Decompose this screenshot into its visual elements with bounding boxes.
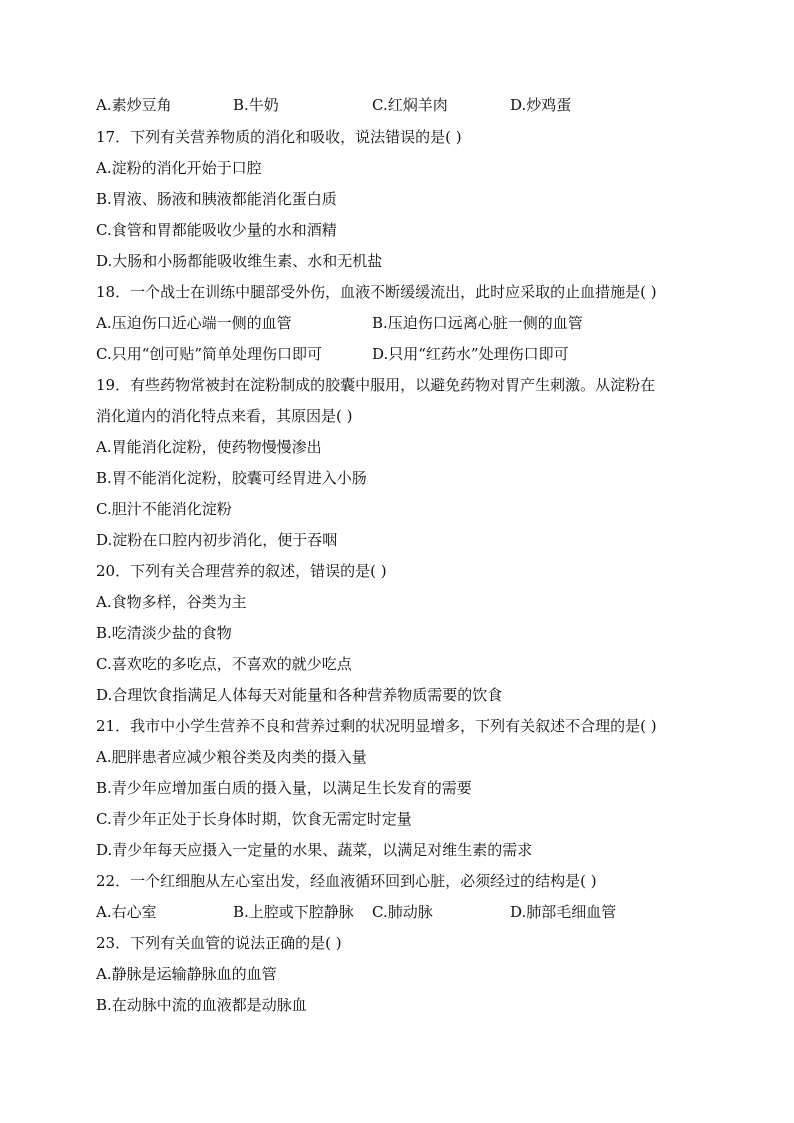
q23-option-b: B.在动脉中流的血液都是动脉血 xyxy=(96,996,307,1014)
q20-option-d: D.合理饮食指满足人体每天对能量和各种营养物质需要的饮食 xyxy=(96,686,503,704)
q19-option-c: C.胆汁不能消化淀粉 xyxy=(96,500,232,518)
q19-stem-line1: 19．有些药物常被封在淀粉制成的胶囊中服用，以避免药物对胃产生刺激。从淀粉在 xyxy=(96,376,656,394)
q22-option-d: D.肺部毛细血管 xyxy=(510,903,617,921)
q18-stem: 18．一个战士在训练中腿部受外伤，血液不断缓缓流出，此时应采取的止血措施是( ) xyxy=(96,283,657,301)
q23-stem: 23．下列有关血管的说法正确的是( ) xyxy=(96,934,342,952)
q18-option-d: D.只用“红药水”处理伤口即可 xyxy=(372,345,569,363)
q16-option-b: B.牛奶 xyxy=(233,96,279,114)
q16-option-a: A.素炒豆角 xyxy=(96,96,172,114)
q18-option-a: A.压迫伤口近心端一侧的血管 xyxy=(96,314,292,332)
q17-option-a: A.淀粉的消化开始于口腔 xyxy=(96,159,262,177)
q17-option-d: D.大肠和小肠都能吸收维生素、水和无机盐 xyxy=(96,252,383,270)
q21-stem: 21．我市中小学生营养不良和营养过剩的状况明显增多，下列有关叙述不合理的是( ) xyxy=(96,717,657,735)
q21-option-a: A.肥胖患者应减少粮谷类及肉类的摄入量 xyxy=(96,748,367,766)
q19-option-b: B.胃不能消化淀粉，胶囊可经胃进入小肠 xyxy=(96,469,367,487)
q17-option-c: C.食管和胃都能吸收少量的水和酒精 xyxy=(96,221,337,239)
q22-option-c: C.肺动脉 xyxy=(372,903,433,921)
q17-option-b: B.胃液、肠液和胰液都能消化蛋白质 xyxy=(96,190,337,208)
q19-stem-line2: 消化道内的消化特点来看，其原因是( ) xyxy=(96,407,353,425)
q21-option-d: D.青少年每天应摄入一定量的水果、蔬菜，以满足对维生素的需求 xyxy=(96,841,533,859)
q20-option-a: A.食物多样，谷类为主 xyxy=(96,593,247,611)
q22-stem: 22．一个红细胞从左心室出发，经血液循环回到心脏，必须经过的结构是( ) xyxy=(96,872,597,890)
q21-option-b: B.青少年应增加蛋白质的摄入量，以满足生长发育的需要 xyxy=(96,779,472,797)
q18-option-b: B.压迫伤口远离心脏一侧的血管 xyxy=(372,314,583,332)
q16-option-d: D.炒鸡蛋 xyxy=(510,96,572,114)
q23-option-a: A.静脉是运输静脉血的血管 xyxy=(96,965,277,983)
q17-stem: 17．下列有关营养物质的消化和吸收，说法错误的是( ) xyxy=(96,128,462,146)
q22-option-a: A.右心室 xyxy=(96,903,157,921)
q19-option-a: A.胃能消化淀粉，使药物慢慢渗出 xyxy=(96,438,322,456)
q20-option-b: B.吃清淡少盐的食物 xyxy=(96,624,232,642)
q16-option-c: C.红焖羊肉 xyxy=(372,96,448,114)
q20-option-c: C.喜欢吃的多吃点，不喜欢的就少吃点 xyxy=(96,655,352,673)
q19-option-d: D.淀粉在口腔内初步消化，便于吞咽 xyxy=(96,531,338,549)
q21-option-c: C.青少年正处于长身体时期，饮食无需定时定量 xyxy=(96,810,412,828)
q22-option-b: B.上腔或下腔静脉 xyxy=(233,903,354,921)
q20-stem: 20．下列有关合理营养的叙述，错误的是( ) xyxy=(96,562,387,580)
q18-option-c: C.只用“创可贴”简单处理伤口即可 xyxy=(96,345,323,363)
